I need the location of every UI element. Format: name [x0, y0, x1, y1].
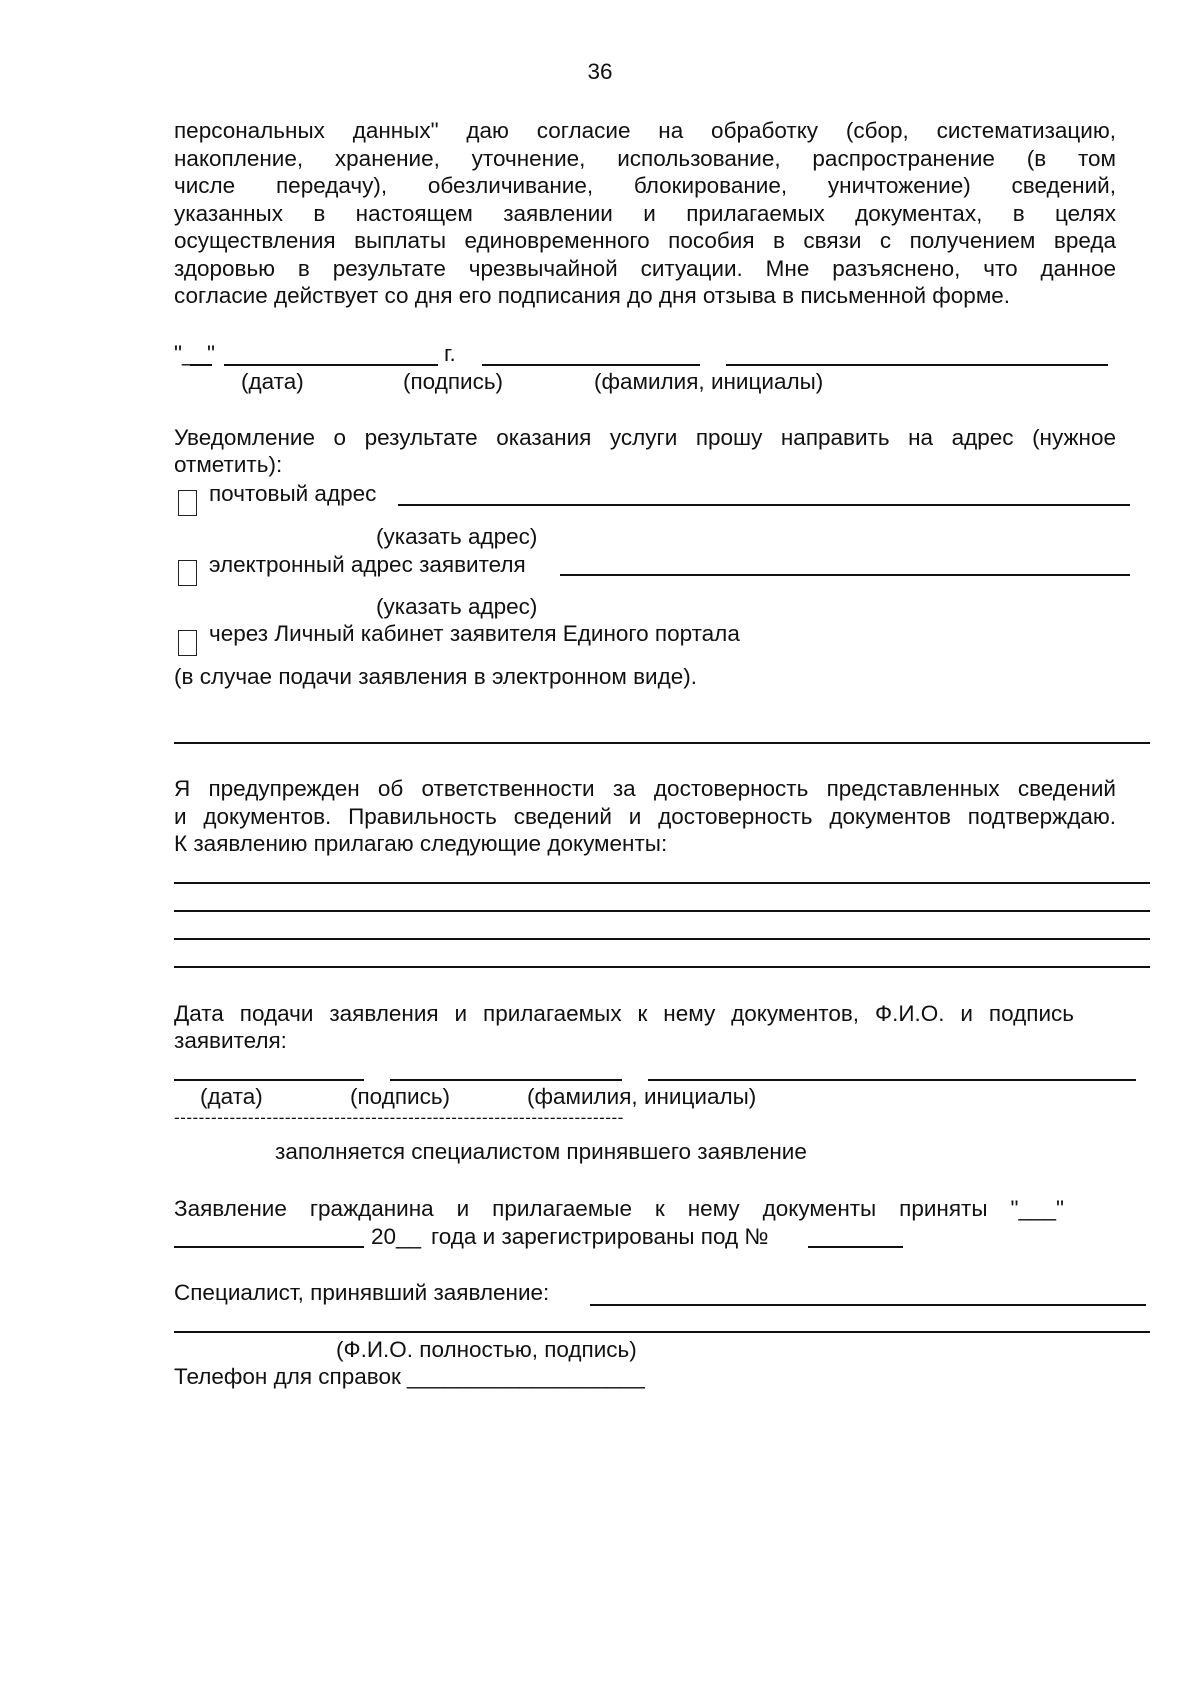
documents-blank-line[interactable] — [174, 938, 1150, 940]
submission-label-name: (фамилия, инициалы) — [527, 1084, 757, 1109]
responsibility-line: Я предупрежден об ответственности за достоверность представленных сведений — [174, 776, 1116, 801]
submission-label-date: (дата) — [200, 1084, 263, 1109]
documents-blank-line[interactable] — [174, 966, 1150, 968]
email-address-hint: (указать адрес) — [376, 594, 538, 619]
label-name: (фамилия, инициалы) — [594, 369, 824, 394]
consent-line: накопление, хранение, уточнение, использование, распространение (в том — [174, 145, 1116, 171]
consent-line: осуществления выплаты единовременного пособия в связи с получением вреда — [174, 228, 1116, 253]
email-address-label: электронный адрес заявителя — [209, 552, 526, 577]
submission-name-blank[interactable] — [648, 1079, 1136, 1081]
specialist-label: Специалист, принявший заявление: — [174, 1280, 550, 1305]
responsibility-line: К заявлению прилагаю следующие документы: — [174, 831, 668, 856]
responsibility-paragraph — [174, 775, 1116, 858]
notification-line: Уведомление о результате оказания услуги прошу направить на адрес (нужное — [174, 425, 1116, 450]
consent-line: указанных в настоящем заявлении и прилагаемых документах, в целях — [174, 200, 1116, 226]
fio-label: (Ф.И.О. полностью, подпись) — [336, 1337, 637, 1362]
electronic-note: (в случае подачи заявления в электронном виде). — [174, 664, 697, 689]
signature-blank[interactable] — [482, 364, 700, 366]
email-address-blank[interactable] — [560, 574, 1130, 576]
year-suffix: г. — [444, 341, 456, 366]
consent-line: персональных данных" даю согласие на обработку (сбор, систематизацию, — [174, 118, 1116, 143]
postal-address-checkbox[interactable] — [178, 490, 197, 516]
responsibility-line: и документов. Правильность сведений и достоверность документов подтверждаю. — [174, 803, 1116, 829]
submission-line: заявителя: — [174, 1028, 287, 1053]
submission-signature-blank[interactable] — [390, 1079, 622, 1081]
day-blank[interactable] — [190, 364, 212, 366]
documents-blank-line[interactable] — [174, 910, 1150, 912]
separator-line — [174, 742, 1150, 744]
phone-line: Телефон для справок ___________________ — [174, 1364, 645, 1389]
submission-date-blank[interactable] — [174, 1079, 364, 1081]
page-number: 36 — [587, 59, 613, 84]
label-date: (дата) — [241, 369, 304, 394]
postal-address-blank[interactable] — [398, 504, 1130, 506]
submission-label-signature: (подпись) — [350, 1084, 451, 1109]
label-signature: (подпись) — [403, 369, 504, 394]
acceptance-registered: года и зарегистрированы под № — [431, 1224, 769, 1249]
filled-by-note: заполняется специалистом принявшего заявление — [275, 1139, 807, 1164]
postal-address-label: почтовый адрес — [209, 481, 377, 506]
specialist-blank[interactable] — [590, 1304, 1146, 1306]
acceptance-line: Заявление гражданина и прилагаемые к нему документы приняты "___" — [174, 1196, 1064, 1221]
email-address-checkbox[interactable] — [178, 560, 197, 586]
consent-line: согласие действует со дня его подписания до дня отзыва в письменной форме. — [174, 283, 1011, 308]
consent-line: числе передачу), обезличивание, блокирование, уничтожение) сведений, — [174, 173, 1116, 198]
date-blank[interactable] — [224, 364, 438, 366]
consent-line: здоровью в результате чрезвычайной ситуации. Мне разъяснено, что данное — [174, 255, 1116, 281]
date-day-quote: "__" — [174, 341, 216, 366]
notification-line: отметить): — [174, 452, 283, 477]
name-blank[interactable] — [726, 364, 1108, 366]
documents-blank-line[interactable] — [174, 882, 1150, 884]
consent-paragraph — [174, 117, 1116, 310]
acceptance-date-blank[interactable] — [174, 1246, 364, 1248]
portal-checkbox[interactable] — [178, 630, 197, 656]
dashed-separator: ------------------------------------------------------------------------- — [174, 1108, 624, 1127]
submission-line: Дата подачи заявления и прилагаемых к нему документов, Ф.И.О. и подпись — [174, 1001, 1074, 1026]
postal-address-hint: (указать адрес) — [376, 524, 538, 549]
specialist-blank-2[interactable] — [174, 1331, 1150, 1333]
portal-label: через Личный кабинет заявителя Единого портала — [209, 621, 740, 646]
acceptance-year: 20__ — [371, 1224, 422, 1249]
registration-number-blank[interactable] — [808, 1246, 903, 1248]
